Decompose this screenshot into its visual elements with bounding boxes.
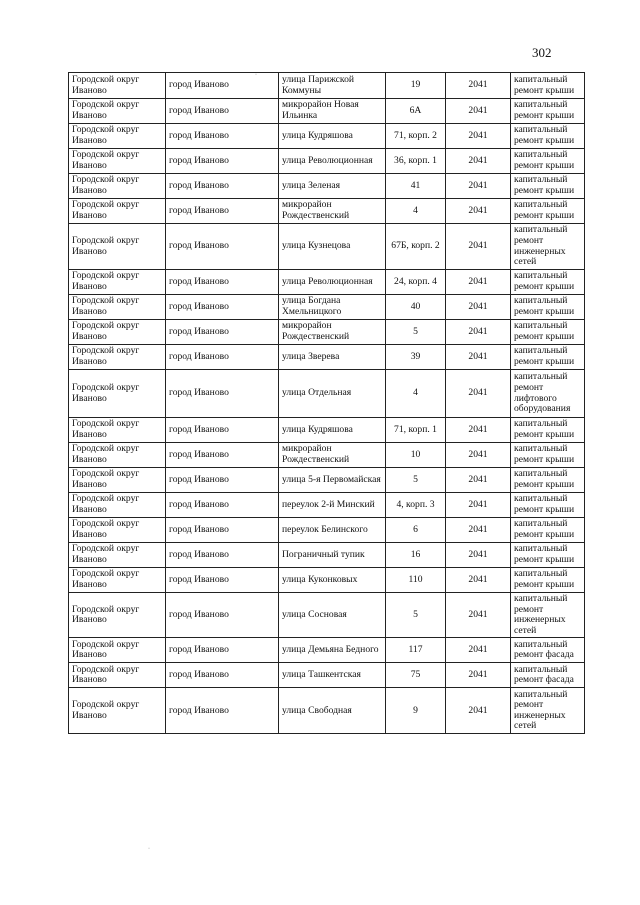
- cell-year: 2041: [446, 663, 511, 688]
- cell-district: Городской округ Иваново: [69, 345, 166, 370]
- cell-city: город Иваново: [166, 568, 279, 593]
- cell-work-type: капитальный ремонт крыши: [511, 99, 585, 124]
- cell-work-type: капитальный ремонт инженерных сетей: [511, 688, 585, 734]
- cell-street: улица Демьяна Бедного: [279, 638, 386, 663]
- cell-work-type: капитальный ремонт крыши: [511, 418, 585, 443]
- cell-district: Городской округ Иваново: [69, 199, 166, 224]
- cell-city: город Иваново: [166, 638, 279, 663]
- cell-year: 2041: [446, 99, 511, 124]
- table-row: [69, 688, 585, 734]
- cell-year: 2041: [446, 174, 511, 199]
- cell-work-type: капитальный ремонт крыши: [511, 270, 585, 295]
- cell-house-number: 67Б, корп. 2: [386, 224, 446, 270]
- cell-city: город Иваново: [166, 174, 279, 199]
- cell-city: город Иваново: [166, 345, 279, 370]
- table-row: [69, 493, 585, 518]
- cell-year: 2041: [446, 345, 511, 370]
- cell-year: 2041: [446, 73, 511, 99]
- cell-street: улица Зверева: [279, 345, 386, 370]
- cell-district: Городской округ Иваново: [69, 443, 166, 468]
- cell-work-type: капитальный ремонт лифтового оборудования: [511, 370, 585, 418]
- cell-street: переулок 2-й Минский: [279, 493, 386, 518]
- cell-house-number: 5: [386, 468, 446, 493]
- cell-city: город Иваново: [166, 99, 279, 124]
- cell-work-type: капитальный ремонт крыши: [511, 518, 585, 543]
- table-row: [69, 199, 585, 224]
- cell-work-type: капитальный ремонт фасада: [511, 638, 585, 663]
- cell-house-number: 41: [386, 174, 446, 199]
- table-row: [69, 593, 585, 638]
- cell-district: Городской округ Иваново: [69, 638, 166, 663]
- cell-street: улица Парижской Коммуны: [279, 73, 386, 99]
- cell-street: улица Богдана Хмельницкого: [279, 295, 386, 320]
- cell-house-number: 16: [386, 543, 446, 568]
- cell-street: Пограничный тупик: [279, 543, 386, 568]
- table-row: [69, 295, 585, 320]
- cell-district: Городской округ Иваново: [69, 663, 166, 688]
- cell-work-type: капитальный ремонт крыши: [511, 320, 585, 345]
- table-row: [69, 468, 585, 493]
- cell-work-type: капитальный ремонт крыши: [511, 149, 585, 174]
- cell-district: Городской округ Иваново: [69, 468, 166, 493]
- cell-city: город Иваново: [166, 593, 279, 638]
- cell-street: микрорайон Рождественский: [279, 320, 386, 345]
- cell-city: город Иваново: [166, 270, 279, 295]
- cell-city: город Иваново: [166, 518, 279, 543]
- cell-city: город Иваново: [166, 468, 279, 493]
- cell-city: город Иваново: [166, 493, 279, 518]
- cell-city: город Иваново: [166, 543, 279, 568]
- cell-city: город Иваново: [166, 443, 279, 468]
- cell-year: 2041: [446, 468, 511, 493]
- cell-year: 2041: [446, 418, 511, 443]
- cell-work-type: капитальный ремонт крыши: [511, 443, 585, 468]
- cell-work-type: капитальный ремонт крыши: [511, 73, 585, 99]
- cell-city: город Иваново: [166, 199, 279, 224]
- cell-district: Городской округ Иваново: [69, 320, 166, 345]
- scan-mark: ·: [148, 846, 150, 852]
- cell-year: 2041: [446, 370, 511, 418]
- cell-work-type: капитальный ремонт крыши: [511, 568, 585, 593]
- cell-work-type: капитальный ремонт крыши: [511, 543, 585, 568]
- cell-house-number: 110: [386, 568, 446, 593]
- cell-house-number: 71, корп. 2: [386, 124, 446, 149]
- cell-city: город Иваново: [166, 295, 279, 320]
- cell-street: улица Зеленая: [279, 174, 386, 199]
- cell-house-number: 6А: [386, 99, 446, 124]
- cell-year: 2041: [446, 295, 511, 320]
- table-row: [69, 224, 585, 270]
- cell-city: город Иваново: [166, 73, 279, 99]
- cell-street: улица Революционная: [279, 270, 386, 295]
- cell-house-number: 5: [386, 593, 446, 638]
- table-row: [69, 73, 585, 99]
- cell-city: город Иваново: [166, 370, 279, 418]
- cell-street: улица Отдельная: [279, 370, 386, 418]
- cell-street: улица 5-я Первомайская: [279, 468, 386, 493]
- cell-street: переулок Белинского: [279, 518, 386, 543]
- cell-house-number: 39: [386, 345, 446, 370]
- cell-house-number: 4, корп. 3: [386, 493, 446, 518]
- cell-district: Городской округ Иваново: [69, 688, 166, 734]
- cell-district: Городской округ Иваново: [69, 493, 166, 518]
- cell-work-type: капитальный ремонт крыши: [511, 295, 585, 320]
- cell-work-type: капитальный ремонт крыши: [511, 493, 585, 518]
- cell-house-number: 40: [386, 295, 446, 320]
- cell-year: 2041: [446, 543, 511, 568]
- cell-house-number: 4: [386, 199, 446, 224]
- table-row: [69, 270, 585, 295]
- cell-year: 2041: [446, 638, 511, 663]
- cell-street: улица Кудряшова: [279, 124, 386, 149]
- cell-district: Городской округ Иваново: [69, 124, 166, 149]
- cell-street: улица Куконковых: [279, 568, 386, 593]
- cell-year: 2041: [446, 124, 511, 149]
- table-body: [69, 73, 585, 734]
- cell-district: Городской округ Иваново: [69, 418, 166, 443]
- cell-house-number: 117: [386, 638, 446, 663]
- cell-house-number: 19: [386, 73, 446, 99]
- cell-district: Городской округ Иваново: [69, 593, 166, 638]
- cell-district: Городской округ Иваново: [69, 543, 166, 568]
- cell-district: Городской округ Иваново: [69, 73, 166, 99]
- scan-mark: ·: [255, 72, 257, 78]
- cell-street: микрорайон Рождественский: [279, 443, 386, 468]
- cell-district: Городской округ Иваново: [69, 370, 166, 418]
- cell-house-number: 75: [386, 663, 446, 688]
- cell-year: 2041: [446, 224, 511, 270]
- cell-city: город Иваново: [166, 688, 279, 734]
- table-row: [69, 443, 585, 468]
- cell-city: город Иваново: [166, 418, 279, 443]
- cell-city: город Иваново: [166, 224, 279, 270]
- cell-city: город Иваново: [166, 124, 279, 149]
- cell-house-number: 10: [386, 443, 446, 468]
- table-row: [69, 124, 585, 149]
- cell-work-type: капитальный ремонт фасада: [511, 663, 585, 688]
- cell-district: Городской округ Иваново: [69, 518, 166, 543]
- page-number: 302: [532, 45, 552, 60]
- cell-work-type: капитальный ремонт крыши: [511, 345, 585, 370]
- table-row: [69, 663, 585, 688]
- table-row: [69, 345, 585, 370]
- cell-district: Городской округ Иваново: [69, 270, 166, 295]
- table-row: [69, 543, 585, 568]
- cell-work-type: капитальный ремонт крыши: [511, 468, 585, 493]
- cell-year: 2041: [446, 270, 511, 295]
- cell-city: город Иваново: [166, 149, 279, 174]
- cell-street: улица Ташкентская: [279, 663, 386, 688]
- cell-house-number: 24, корп. 4: [386, 270, 446, 295]
- table-row: [69, 174, 585, 199]
- cell-work-type: капитальный ремонт инженерных сетей: [511, 593, 585, 638]
- cell-street: улица Свободная: [279, 688, 386, 734]
- cell-district: Городской округ Иваново: [69, 568, 166, 593]
- cell-year: 2041: [446, 493, 511, 518]
- cell-year: 2041: [446, 518, 511, 543]
- cell-work-type: капитальный ремонт крыши: [511, 174, 585, 199]
- cell-district: Городской округ Иваново: [69, 99, 166, 124]
- cell-district: Городской округ Иваново: [69, 224, 166, 270]
- cell-street: микрорайон Новая Ильинка: [279, 99, 386, 124]
- table-row: [69, 638, 585, 663]
- cell-work-type: капитальный ремонт крыши: [511, 199, 585, 224]
- table-row: [69, 149, 585, 174]
- cell-year: 2041: [446, 199, 511, 224]
- repair-schedule-table: [68, 72, 585, 734]
- cell-work-type: капитальный ремонт инженерных сетей: [511, 224, 585, 270]
- cell-street: улица Кузнецова: [279, 224, 386, 270]
- cell-year: 2041: [446, 568, 511, 593]
- table-row: [69, 99, 585, 124]
- cell-street: микрорайон Рождественский: [279, 199, 386, 224]
- cell-year: 2041: [446, 688, 511, 734]
- cell-house-number: 5: [386, 320, 446, 345]
- table-row: [69, 518, 585, 543]
- cell-street: улица Революционная: [279, 149, 386, 174]
- cell-city: город Иваново: [166, 320, 279, 345]
- cell-year: 2041: [446, 443, 511, 468]
- table-row: [69, 418, 585, 443]
- cell-year: 2041: [446, 593, 511, 638]
- cell-district: Городской округ Иваново: [69, 149, 166, 174]
- cell-house-number: 6: [386, 518, 446, 543]
- cell-year: 2041: [446, 320, 511, 345]
- cell-street: улица Кудряшова: [279, 418, 386, 443]
- cell-house-number: 71, корп. 1: [386, 418, 446, 443]
- cell-year: 2041: [446, 149, 511, 174]
- table-row: [69, 370, 585, 418]
- cell-house-number: 36, корп. 1: [386, 149, 446, 174]
- cell-house-number: 9: [386, 688, 446, 734]
- cell-district: Городской округ Иваново: [69, 174, 166, 199]
- cell-district: Городской округ Иваново: [69, 295, 166, 320]
- cell-work-type: капитальный ремонт крыши: [511, 124, 585, 149]
- cell-city: город Иваново: [166, 663, 279, 688]
- table-row: [69, 568, 585, 593]
- table-row: [69, 320, 585, 345]
- cell-street: улица Сосновая: [279, 593, 386, 638]
- cell-house-number: 4: [386, 370, 446, 418]
